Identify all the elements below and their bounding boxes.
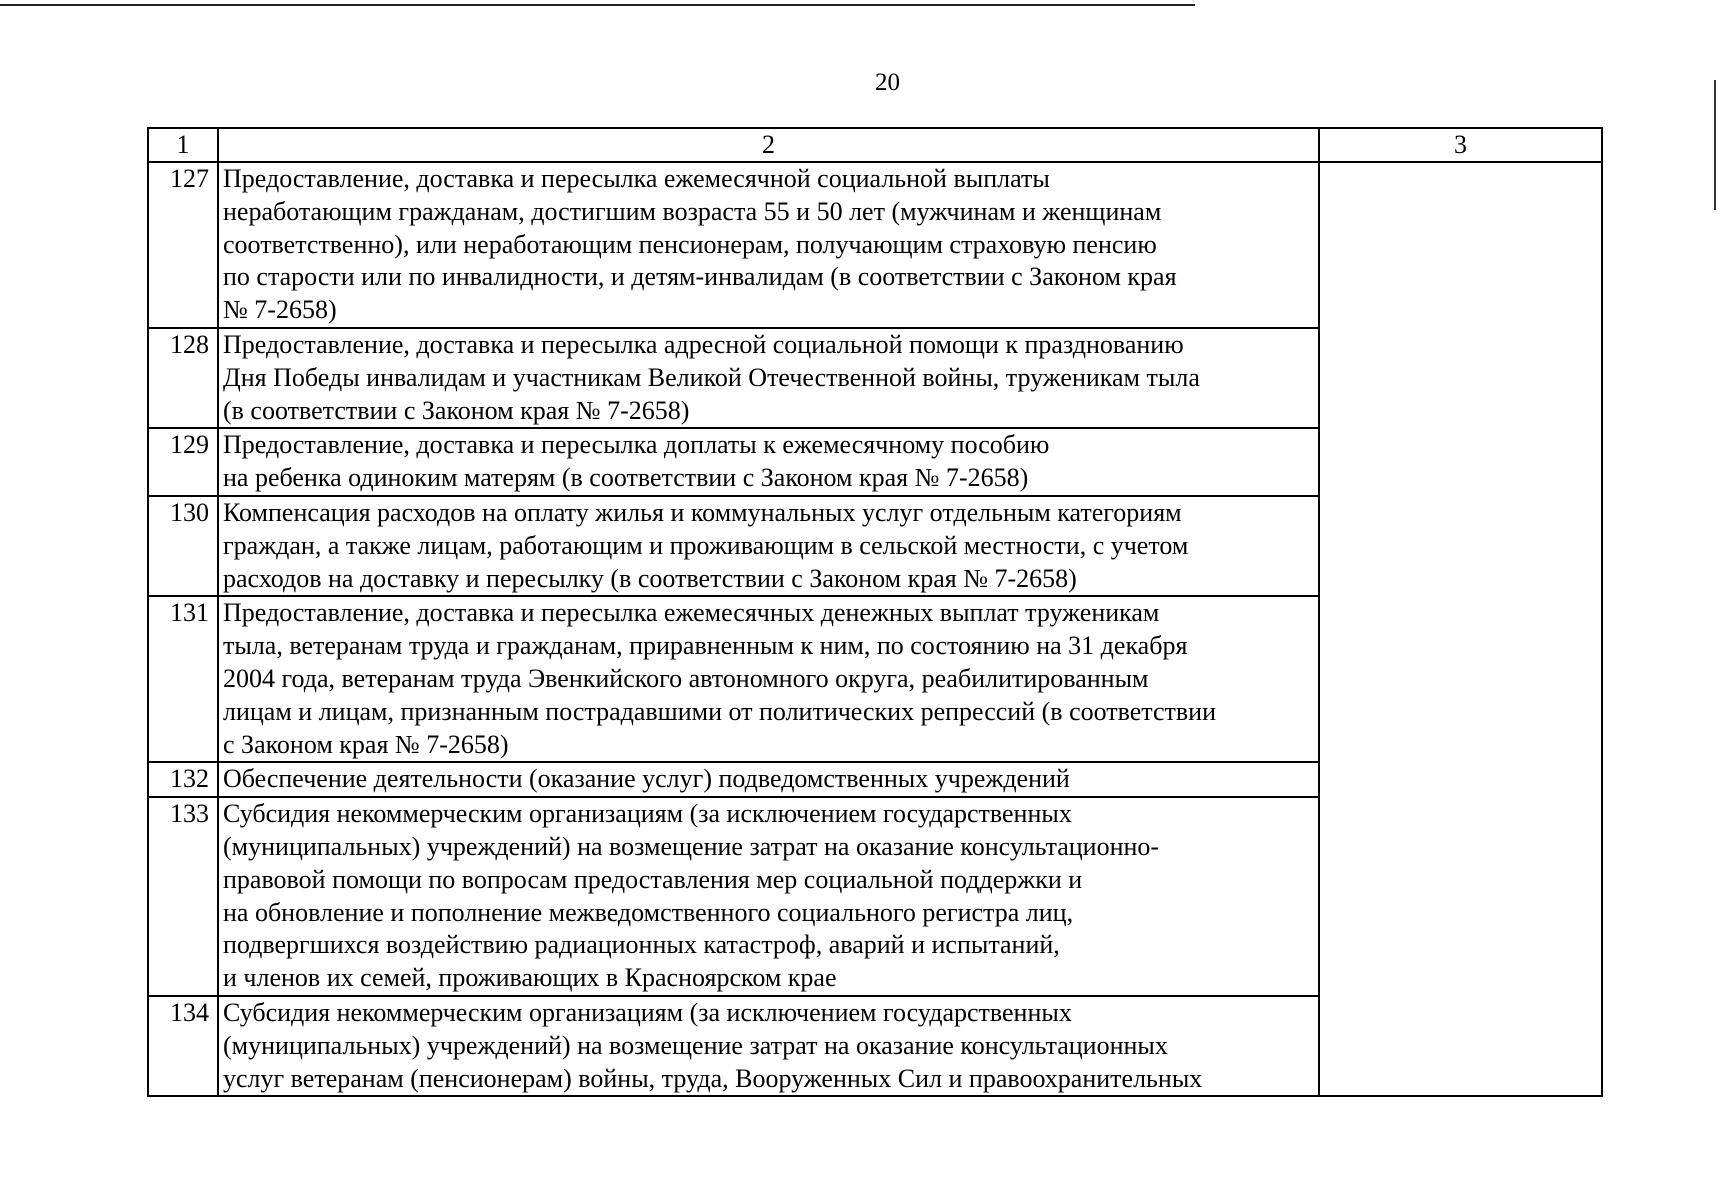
description-line: на ребенка одиноким матерям (в соответствии с Законом края № 7-2658) bbox=[223, 463, 1029, 493]
row-description bbox=[218, 328, 1319, 428]
description-line: услуг ветеранам (пенсионерам) войны, труда, Вооруженных Сил и правоохранительных bbox=[223, 1063, 1203, 1093]
top-border-rule bbox=[0, 4, 1195, 6]
scan-edge-mark bbox=[1714, 80, 1716, 210]
budget-items-table bbox=[147, 127, 1603, 1097]
row-description bbox=[218, 797, 1319, 996]
row-number: 128 bbox=[148, 328, 218, 428]
header-col-2: 2 bbox=[218, 128, 1319, 162]
row-number: 131 bbox=[148, 596, 218, 762]
description-line: (муниципальных) учреждений) на возмещение затрат на оказание консультационно- bbox=[223, 831, 1160, 861]
description-line: Предоставление, доставка и пересылка доплаты к ежемесячному пособию bbox=[223, 430, 1050, 460]
description-line: соответственно), или неработающим пенсионерам, получающим страховую пенсию bbox=[223, 229, 1157, 259]
description-line: (муниципальных) учреждений) на возмещение затрат на оказание консультационных bbox=[223, 1030, 1168, 1060]
description-line: неработающим гражданам, достигшим возраста 55 и 50 лет (мужчинам и женщинам bbox=[223, 196, 1162, 226]
description-line: на обновление и пополнение межведомственного социального регистра лиц, bbox=[223, 897, 1074, 927]
table-header-row bbox=[148, 128, 1602, 162]
description-line: Дня Победы инвалидам и участникам Великой Отечественной войны, труженикам тыла bbox=[223, 362, 1200, 392]
description-line: Предоставление, доставка и пересылка ежемесячной социальной выплаты bbox=[223, 164, 1050, 193]
description-line: № 7-2658) bbox=[223, 295, 337, 325]
description-line: и членов их семей, проживающих в Красноярском крае bbox=[223, 963, 837, 993]
description-line: тыла, ветеранам труда и гражданам, приравненным к ним, по состоянию на 31 декабря bbox=[223, 631, 1188, 661]
description-line: Субсидия некоммерческим организациям (за исключением государственных bbox=[223, 997, 1072, 1027]
header-col-1: 1 bbox=[148, 128, 218, 162]
description-line: Обеспечение деятельности (оказание услуг) подведомственных учреждений bbox=[223, 764, 1070, 794]
description-line: с Законом края № 7-2658) bbox=[223, 729, 509, 759]
row-description bbox=[218, 762, 1319, 797]
row-number: 129 bbox=[148, 428, 218, 496]
table-body bbox=[148, 162, 1602, 1096]
page-number: 20 bbox=[875, 69, 900, 96]
description-line: 2004 года, ветеранам труда Эвенкийского автономного округа, реабилитированным bbox=[223, 663, 1149, 693]
row-number: 133 bbox=[148, 797, 218, 996]
row-number: 130 bbox=[148, 496, 218, 596]
description-line: Предоставление, доставка и пересылка ежемесячных денежных выплат труженикам bbox=[223, 598, 1160, 628]
description-line: граждан, а также лицам, работающим и проживающим в сельской местности, с учетом bbox=[223, 530, 1189, 560]
row-number: 127 bbox=[148, 162, 218, 328]
description-line: по старости или по инвалидности, и детям-инвалидам (в соответствии с Законом края bbox=[223, 262, 1177, 292]
description-line: подвергшихся воздействию радиационных катастроф, аварий и испытаний, bbox=[223, 930, 1060, 960]
column-3-cell bbox=[1319, 162, 1602, 1096]
row-description bbox=[218, 996, 1319, 1096]
description-line: Предоставление, доставка и пересылка адресной социальной помощи к празднованию bbox=[223, 329, 1184, 359]
row-description bbox=[218, 496, 1319, 596]
table-row bbox=[148, 162, 1602, 328]
description-line: (в соответствии с Законом края № 7-2658) bbox=[223, 395, 690, 425]
header-col-3: 3 bbox=[1319, 128, 1602, 162]
description-line: Субсидия некоммерческим организациям (за исключением государственных bbox=[223, 799, 1072, 829]
description-line: лицам и лицам, признанным пострадавшими от политических репрессий (в соответствии bbox=[223, 696, 1216, 726]
description-line: Компенсация расходов на оплату жилья и коммунальных услуг отдельным категориям bbox=[223, 497, 1182, 527]
row-description bbox=[218, 428, 1319, 496]
description-line: правовой помощи по вопросам предоставления мер социальной поддержки и bbox=[223, 864, 1083, 894]
row-description bbox=[218, 596, 1319, 762]
row-number: 132 bbox=[148, 762, 218, 797]
row-number: 134 bbox=[148, 996, 218, 1096]
description-line: расходов на доставку и пересылку (в соответствии с Законом края № 7-2658) bbox=[223, 563, 1077, 593]
row-description bbox=[218, 162, 1319, 328]
